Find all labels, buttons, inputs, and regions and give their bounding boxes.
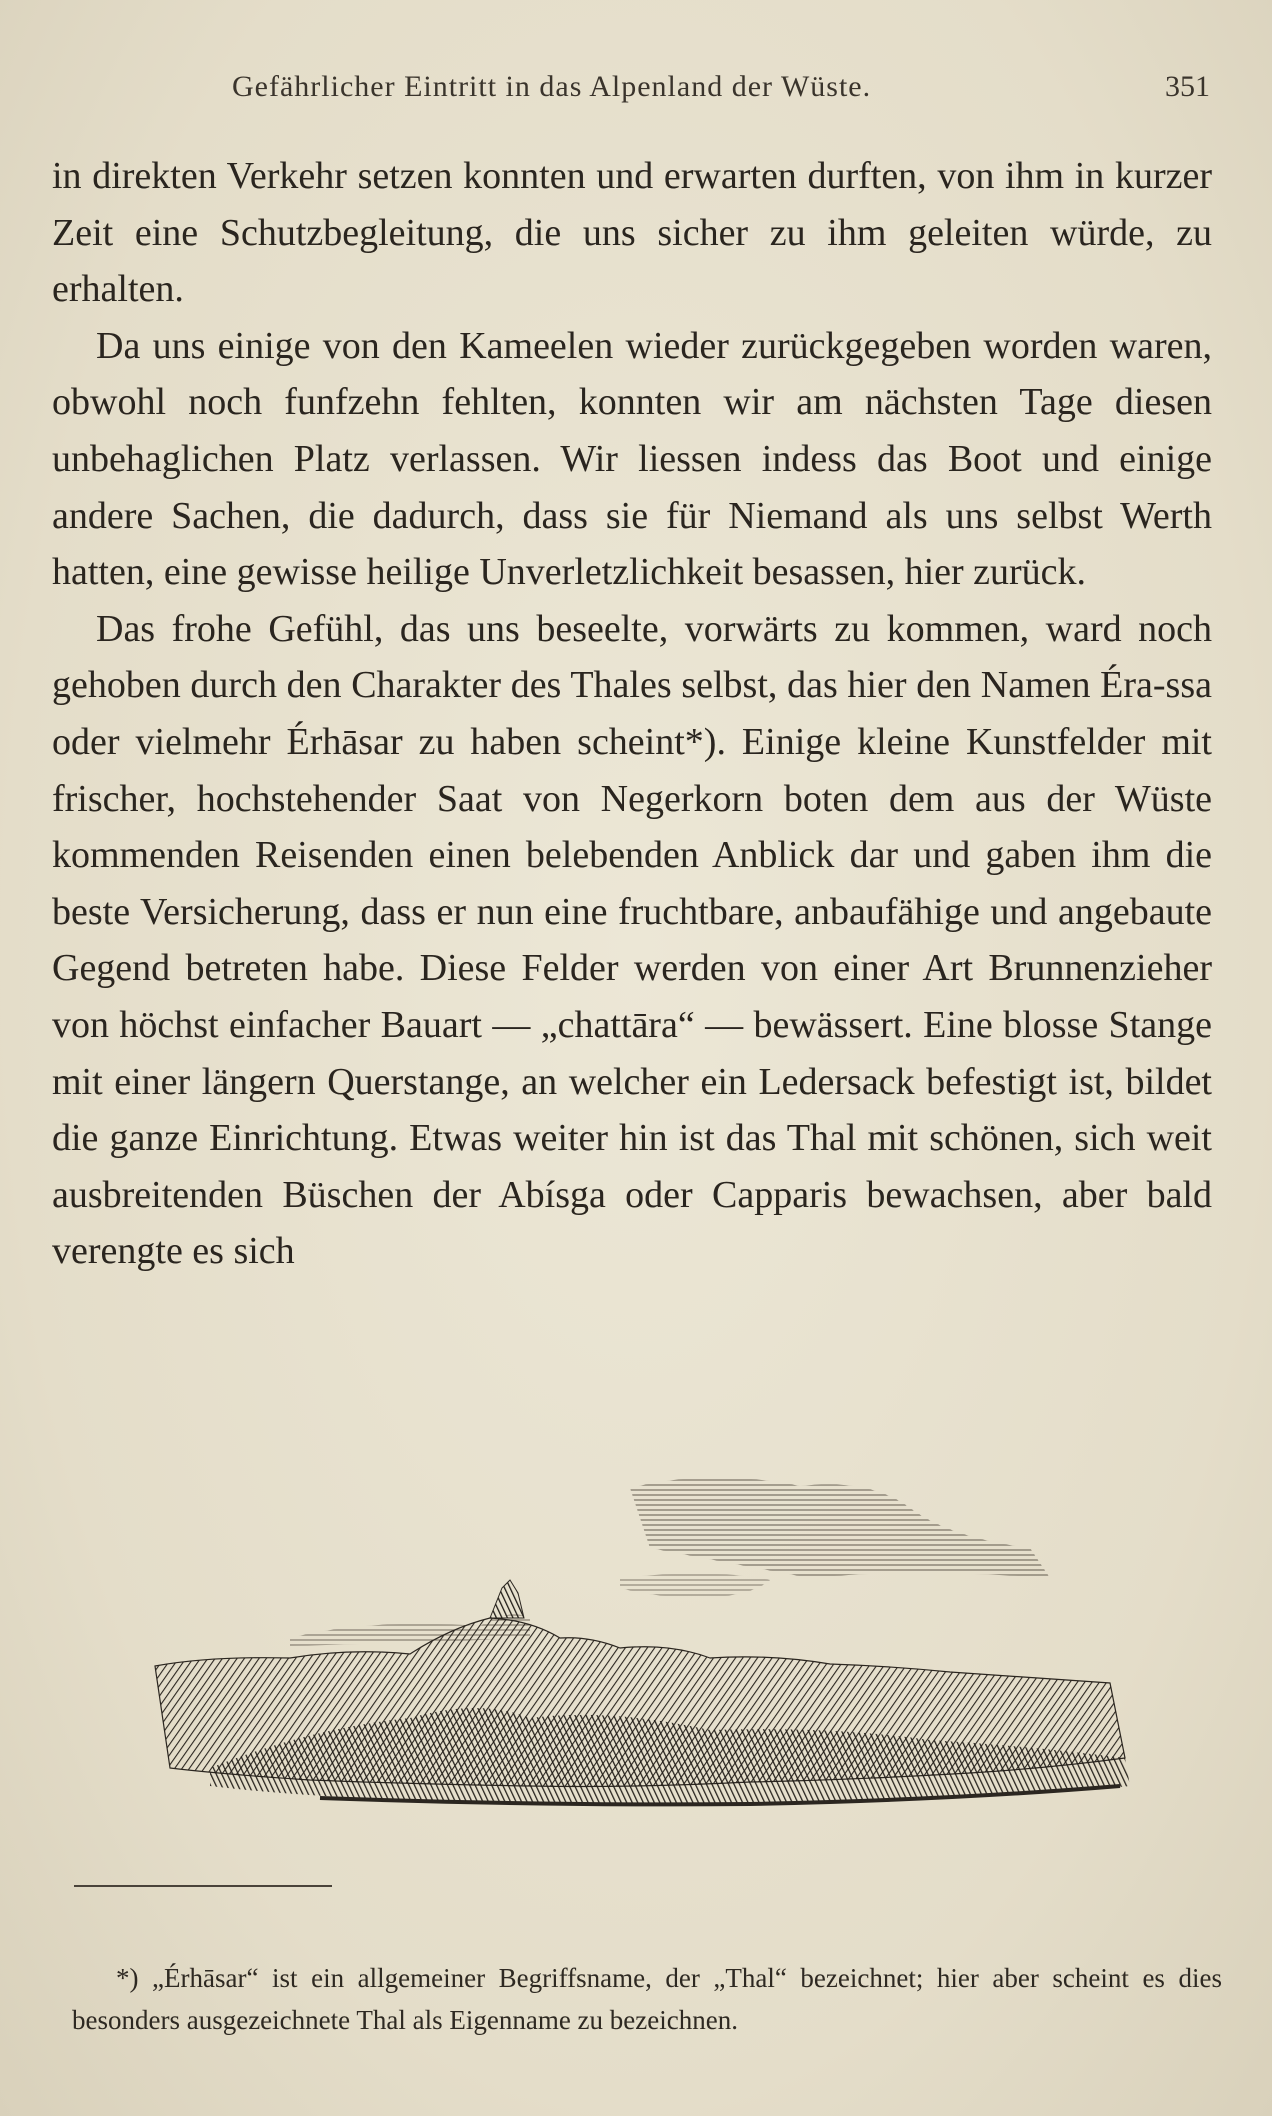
paragraph-1: in direkten Verkehr setzen konnten und erwarten durften, von ihm in kurzer Zeit eine Schutzbegleitung, die uns sicher zu ihm geleiten würde, zu erhalten. <box>52 155 1212 311</box>
mountain-landscape-engraving <box>150 1468 1140 1828</box>
footnote: *) „Érhāsar“ ist ein allgemeiner Begriffsname, der „Thal“ bezeichnet; hier aber scheint es dies besonders ausgezeichnete Thal als Eigenname zu bezeichnen. <box>72 1963 1222 2035</box>
body-text <box>52 148 1212 1280</box>
page-number: 351 <box>1165 70 1210 103</box>
sky-clouds <box>290 1477 1050 1646</box>
paragraph-2: Da uns einige von den Kameelen wieder zurückgegeben worden waren, obwohl noch funfzehn fehlten, konnten wir am nächsten Tage diesen unbehaglichen Platz verlassen. Wir liessen indess das Boot und einige andere Sachen, die dadurch, dass sie für Niemand als uns selbst Werth hatten, eine gewisse heilige Unverletzlichkeit besassen, hier zurück. <box>52 324 1212 594</box>
footnote-rule <box>74 1885 332 1887</box>
paragraph-3: Das frohe Gefühl, das uns beseelte, vorwärts zu kommen, ward noch gehoben durch den Charakter des Thales selbst, das hier den Namen Éra-ssa oder vielmehr Érhāsar zu haben scheint*). Einige kleine Kunstfelder mit frischer, hochstehender Saat von Negerkorn boten dem aus der Wüste kommenden Reisenden einen belebenden Anblick dar und gaben ihm die beste Versicherung, dass er nun eine fruchtbare, anbaufähige und angebaute Gegend betreten habe. Diese Felder werden von einer Art Brunnenzieher von höchst einfacher Bauart — „chattāra“ — bewässert. Eine blosse Stange mit einer längern Querstange, an welcher ein Ledersack befestigt ist, bildet die ganze Einrichtung. Etwas weiter hin ist das Thal mit schönen, sich weit ausbreitenden Büschen der Abísga oder Capparis bewachsen, aber bald verengte es sich <box>52 607 1212 1273</box>
running-title: Gefährlicher Eintritt in das Alpenland der Wüste. <box>232 70 872 103</box>
rock-peak <box>490 1580 524 1618</box>
running-head <box>52 70 1210 110</box>
